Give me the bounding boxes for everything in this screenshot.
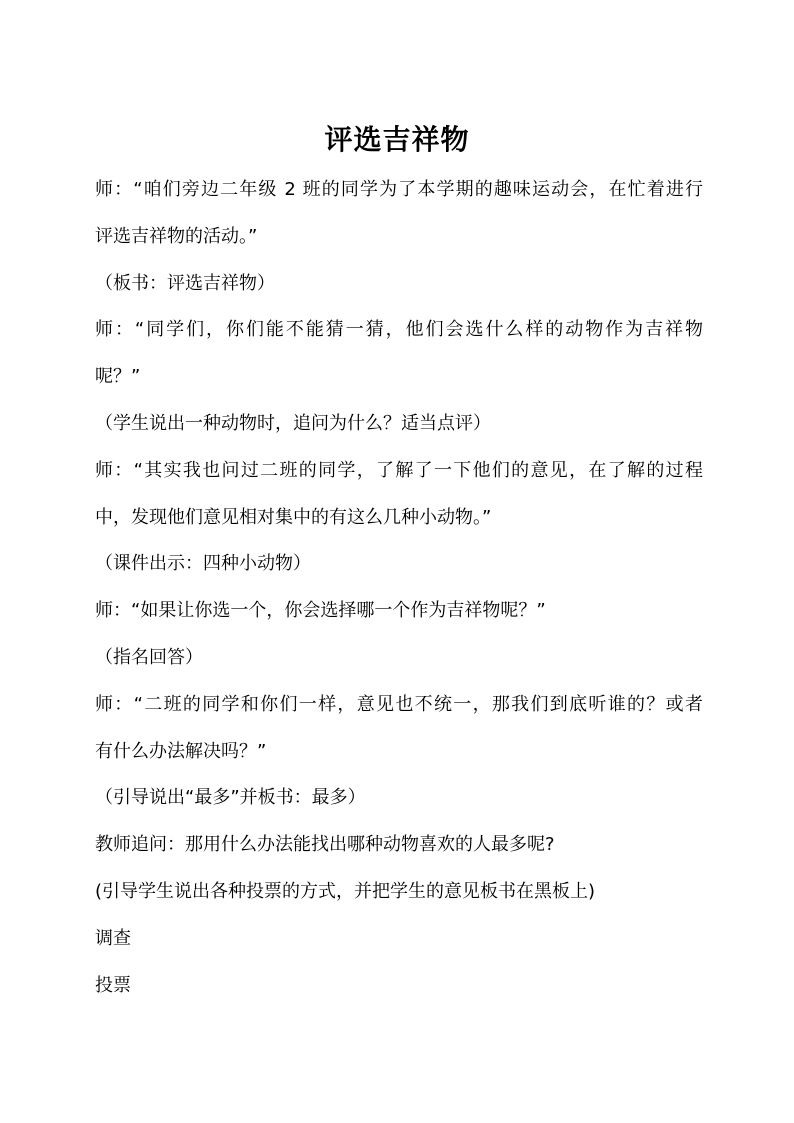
body-line-answer-note: （指名回答） [95,646,203,668]
body-line-teacher-explain: 师：“其实我也问过二班的同学，了解了一下他们的意见，在了解的过程 [95,459,703,481]
body-line-courseware-note: （课件出示：四种小动物） [95,553,311,575]
body-line-teacher-disagree: 师：“二班的同学和你们一样，意见也不统一，那我们到底听谁的？或者 [95,693,703,715]
body-line-teacher-choose: 师：“如果让你选一个，你会选择哪一个作为吉祥物呢？” [95,600,546,622]
body-line-teacher-question-cont: 呢？” [95,366,141,388]
body-line-teacher-question: 师：“同学们，你们能不能猜一猜，他们会选什么样的动物作为吉祥物 [95,319,703,341]
body-line-survey: 调查 [95,927,131,949]
body-line-student-note: （学生说出一种动物时，追问为什么？适当点评） [95,412,491,434]
body-line-teacher-followup: 教师追问：那用什么办法能找出哪种动物喜欢的人最多呢? [95,834,555,856]
document-body [95,167,703,1009]
body-line-board-note: （板书：评选吉祥物） [95,272,275,294]
document-title: 评选吉祥物 [324,123,470,156]
body-line-teacher-explain-cont: 中，发现他们意见相对集中的有这么几种小动物。” [95,506,492,528]
body-line-teacher-intro-cont: 评选吉祥物的活动。” [95,225,258,247]
body-line-teacher-disagree-cont: 有什么办法解决吗？” [95,740,267,762]
body-line-teacher-intro: 师：“咱们旁边二年级 2 班的同学为了本学期的趣味运动会，在忙着进行 [95,179,703,200]
body-line-vote: 投票 [95,974,131,996]
body-line-guide-note: （引导说出“最多”并板书：最多） [95,787,366,809]
body-line-vote-note: (引导学生说出各种投票的方式，并把学生的意见板书在黑板上) [95,880,596,902]
